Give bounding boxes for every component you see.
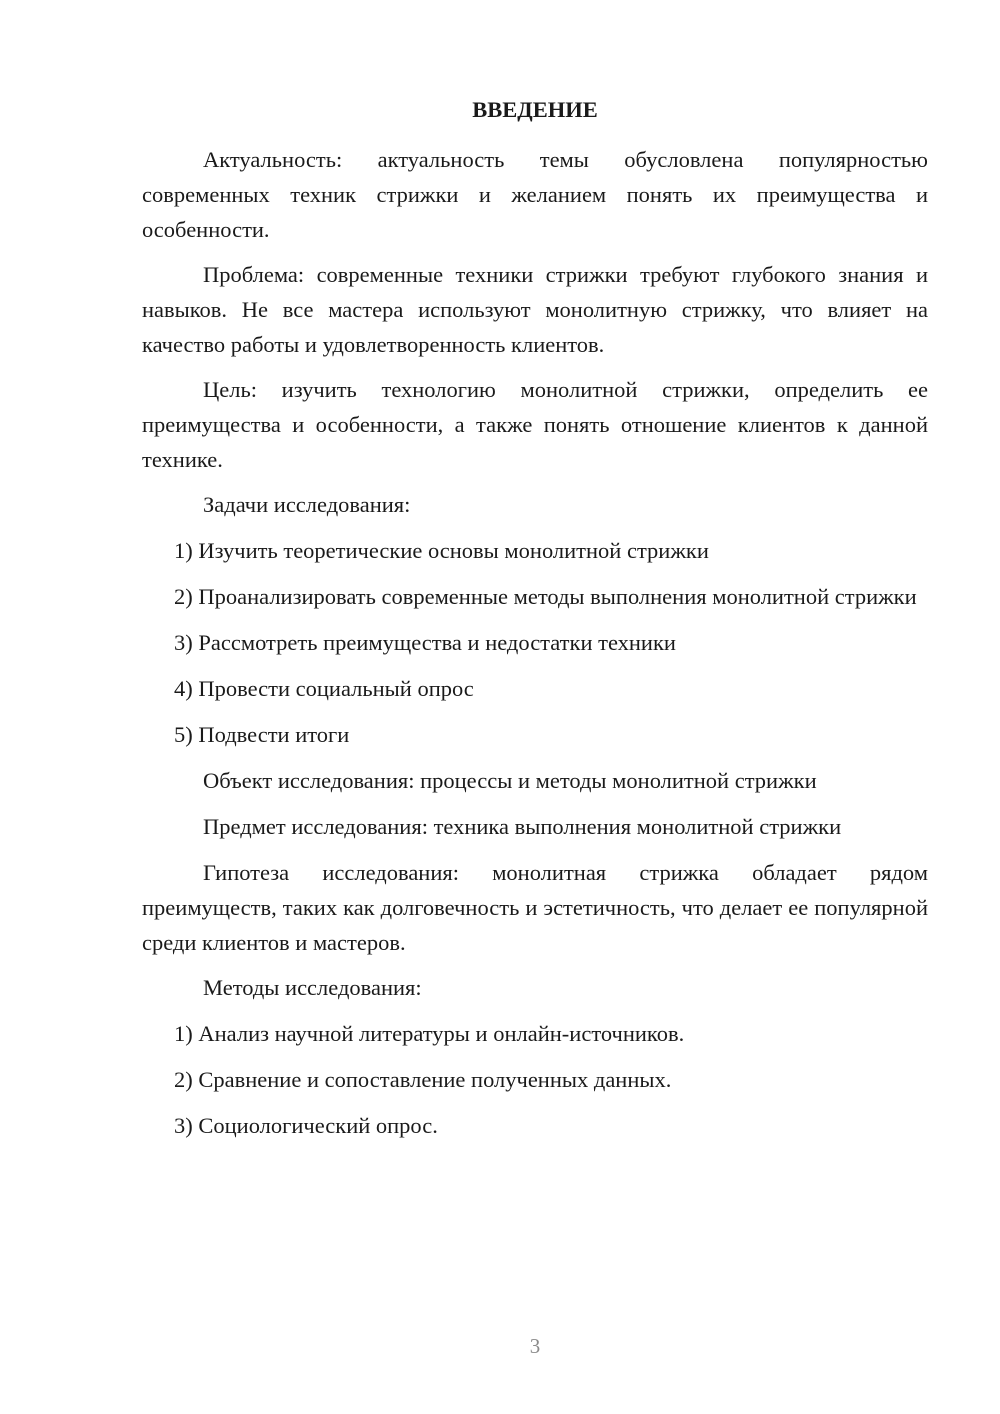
object-line: Объект исследования: процессы и методы монолитной стрижки	[203, 768, 817, 793]
task-item: 4) Провести социальный опрос	[174, 676, 474, 701]
methods-heading: Методы исследования:	[203, 975, 422, 1000]
method-item: 2) Сравнение и сопоставление полученных данных.	[174, 1067, 672, 1092]
relevance-paragraph: Актуальность: актуальность темы обусловлена популярностью современных техник стрижки и желанием понять их преимущества и особенности.	[142, 147, 928, 242]
tasks-heading: Задачи исследования:	[203, 492, 411, 517]
task-item: 3) Рассмотреть преимущества и недостатки техники	[174, 630, 676, 655]
page-number: 3	[529, 1334, 541, 1358]
task-item: 5) Подвести итоги	[174, 722, 350, 747]
task-item: 1) Изучить теоретические основы монолитной стрижки	[174, 538, 709, 563]
method-item: 1) Анализ научной литературы и онлайн-источников.	[174, 1021, 685, 1046]
document-page	[142, 92, 928, 1154]
task-item: 2) Проанализировать современные методы выполнения монолитной стрижки	[174, 584, 917, 609]
goal-paragraph: Цель: изучить технологию монолитной стрижки, определить ее преимущества и особенности, а также понять отношение клиентов к данной технике.	[142, 377, 928, 472]
page-title: ВВЕДЕНИЕ	[472, 97, 598, 122]
hypothesis-paragraph: Гипотеза исследования: монолитная стрижка обладает рядом преимуществ, таких как долговечность и эстетичность, что делает ее популярной среди клиентов и мастеров.	[142, 860, 928, 955]
problem-paragraph: Проблема: современные техники стрижки требуют глубокого знания и навыков. Не все мастера используют монолитную стрижку, что влияет на качество работы и удовлетворенность клиентов.	[142, 262, 928, 357]
subject-line: Предмет исследования: техника выполнения монолитной стрижки	[203, 814, 842, 839]
method-item: 3) Социологический опрос.	[174, 1113, 438, 1138]
